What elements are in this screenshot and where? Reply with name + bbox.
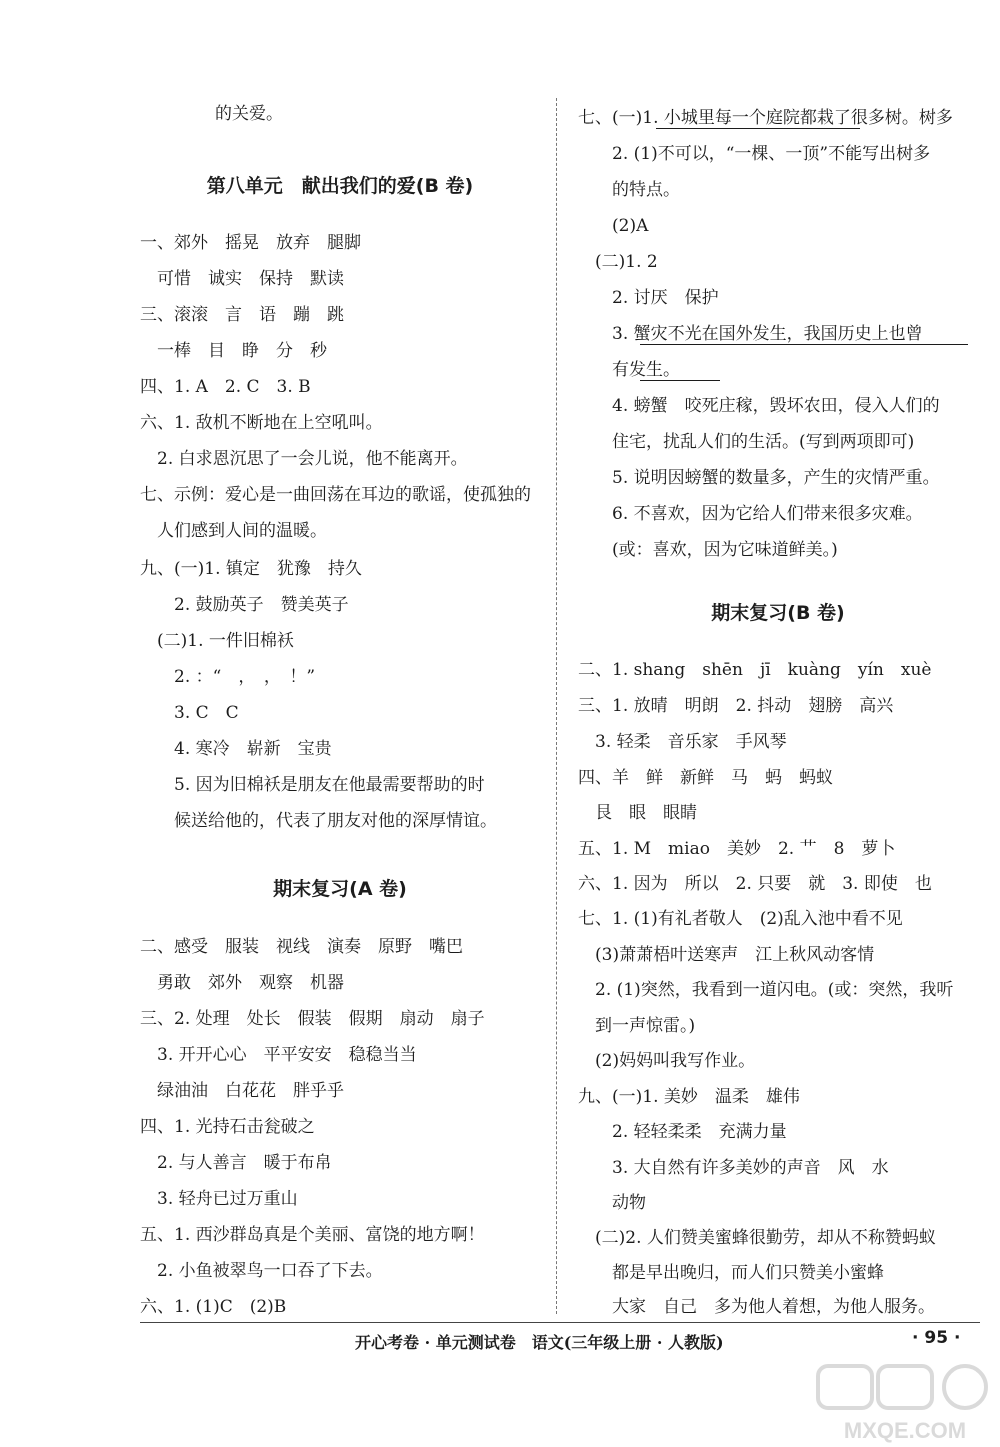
handwritten-underline bbox=[640, 344, 968, 345]
answer-line: 绿油油 白花花 胖乎乎 bbox=[140, 1081, 344, 1101]
answer-line: 2. 与人善言 暖于布帛 bbox=[140, 1153, 332, 1173]
answer-line: 五、1. 西沙群岛真是个美丽、富饶的地方啊！ bbox=[140, 1225, 485, 1245]
answer-line: 四、1. 光持石击瓮破之 bbox=[140, 1117, 315, 1137]
answer-line: 3. 开开心心 平平安安 稳稳当当 bbox=[140, 1045, 417, 1065]
answer-line: 艮 眼 眼睛 bbox=[578, 803, 697, 823]
answer-line: 2. 讨厌 保护 bbox=[578, 288, 719, 308]
answer-line: 三、1. 放晴 明朗 2. 抖动 翅膀 高兴 bbox=[578, 696, 894, 716]
answer-line: 2. 鼓励英子 赞美英子 bbox=[140, 595, 349, 615]
handwritten-underline bbox=[656, 128, 860, 129]
section-heading-final-b: 期末复习(B 卷) bbox=[711, 602, 845, 624]
answer-line: 七、示例：爱心是一曲回荡在耳边的歌谣，使孤独的 bbox=[140, 485, 531, 505]
handwritten-underline bbox=[640, 380, 720, 381]
page-number: · 95 · bbox=[912, 1328, 961, 1348]
answer-line: 3. 轻舟已过万重山 bbox=[140, 1189, 298, 1209]
answer-line: 2. 白求恩沉思了一会儿说，他不能离开。 bbox=[140, 449, 468, 469]
answer-line: 的特点。 bbox=[578, 180, 680, 200]
answer-line: 一、郊外 摇晃 放弃 腿脚 bbox=[140, 233, 361, 253]
answer-line: 有发生。 bbox=[578, 360, 680, 380]
answer-line: (或：喜欢，因为它味道鲜美。) bbox=[578, 540, 838, 560]
answer-line: 到一声惊雷。) bbox=[578, 1016, 696, 1036]
answer-line: 三、滚滚 言 语 蹦 跳 bbox=[140, 305, 344, 325]
answer-line: 五、1. M miao 美妙 2. 艹 8 萝卜 bbox=[578, 839, 896, 859]
answer-line: 二、1. shang shēn jī kuàng yín xuè bbox=[578, 660, 932, 680]
answer-line: 4. 寒冷 崭新 宝贵 bbox=[140, 739, 332, 759]
answer-line: 四、羊 鲜 新鲜 马 蚂 蚂蚁 bbox=[578, 768, 833, 788]
answer-line: 3. 蟹灾不光在国外发生，我国历史上也曾 bbox=[578, 324, 923, 344]
footer-title: 开心考卷 · 单元测试卷 语文(三年级上册 · 人教版) bbox=[355, 1333, 724, 1352]
answer-line: (二)2. 人们赞美蜜蜂很勤劳，却从不称赞蚂蚁 bbox=[578, 1228, 936, 1248]
answer-line: 2. (1)不可以，“一棵、一顶”不能写出树多 bbox=[578, 144, 931, 164]
answer-line: 七、(一)1. 小城里每一个庭院都栽了很多树。树多 bbox=[578, 108, 953, 128]
answer-line: 一棒 目 睁 分 秒 bbox=[140, 341, 327, 361]
answer-line: 2. 轻轻柔柔 充满力量 bbox=[578, 1122, 787, 1142]
answer-line: 九、(一)1. 镇定 犹豫 持久 bbox=[140, 559, 362, 579]
answer-line: 可惜 诚实 保持 默读 bbox=[140, 269, 344, 289]
answer-line: 都是早出晚归，而人们只赞美小蜜蜂 bbox=[578, 1263, 884, 1283]
watermark-logo-icon bbox=[812, 1362, 998, 1446]
answer-line: (二)1. 一件旧棉袄 bbox=[140, 631, 294, 651]
answer-line: 住宅，扰乱人们的生活。(写到两项即可) bbox=[578, 432, 915, 452]
answer-line: 九、(一)1. 美妙 温柔 雄伟 bbox=[578, 1087, 800, 1107]
answer-line: (2)A bbox=[578, 216, 649, 236]
answer-line: 七、1. (1)有礼者敬人 (2)乱入池中看不见 bbox=[578, 909, 903, 929]
answer-line: 3. 大自然有许多美妙的声音 风 水 bbox=[578, 1158, 889, 1178]
answer-line: 4. 螃蟹 咬死庄稼，毁坏农田，侵入人们的 bbox=[578, 396, 940, 416]
section-heading-final-a: 期末复习(A 卷) bbox=[273, 878, 407, 900]
answer-line: 人们感到人间的温暖。 bbox=[140, 521, 327, 541]
footer-rule bbox=[140, 1322, 980, 1323]
answer-line: 5. 说明因螃蟹的数量多，产生的灾情严重。 bbox=[578, 468, 940, 488]
answer-line: 3. 轻柔 音乐家 手风琴 bbox=[578, 732, 787, 752]
answer-line: 四、1. A 2. C 3. B bbox=[140, 377, 311, 397]
answer-line: 六、1. 因为 所以 2. 只要 就 3. 即使 也 bbox=[578, 874, 932, 894]
answer-line: 5. 因为旧棉袄是朋友在他最需要帮助的时 bbox=[140, 775, 485, 795]
answer-line: 勇敢 郊外 观察 机器 bbox=[140, 973, 344, 993]
answer-line: 6. 不喜欢，因为它给人们带来很多灾难。 bbox=[578, 504, 923, 524]
answer-line: 六、1. (1)C (2)B bbox=[140, 1297, 287, 1317]
answer-line: 2. (1)突然，我看到一道闪电。(或：突然，我听 bbox=[578, 980, 954, 1000]
answer-line: (二)1. 2 bbox=[578, 252, 658, 272]
column-divider bbox=[556, 98, 557, 1314]
answer-line: 动物 bbox=[578, 1193, 646, 1213]
answer-line: 大家 自己 多为他人着想，为他人服务。 bbox=[578, 1297, 935, 1317]
answer-line: 2. ：“ ， ， ！” bbox=[140, 667, 316, 687]
answer-line: 的关爱。 bbox=[215, 104, 283, 124]
answer-line: 候送给他的，代表了朋友对他的深厚情谊。 bbox=[140, 811, 497, 831]
answer-line: 二、感受 服装 视线 演奏 原野 嘴巴 bbox=[140, 937, 463, 957]
answer-line: (3)萧萧梧叶送寒声 江上秋风动客情 bbox=[578, 945, 875, 965]
answer-line: 三、2. 处理 处长 假装 假期 扇动 扇子 bbox=[140, 1009, 485, 1029]
answer-line: 3. C C bbox=[140, 703, 239, 723]
section-heading-unit8-b: 第八单元 献出我们的爱(B 卷) bbox=[206, 175, 474, 197]
watermark-text: MXQE.COM bbox=[843, 1418, 967, 1443]
answer-line: 六、1. 敌机不断地在上空吼叫。 bbox=[140, 413, 383, 433]
answer-line: 2. 小鱼被翠鸟一口吞了下去。 bbox=[140, 1261, 383, 1281]
answer-line: (2)妈妈叫我写作业。 bbox=[578, 1051, 756, 1071]
